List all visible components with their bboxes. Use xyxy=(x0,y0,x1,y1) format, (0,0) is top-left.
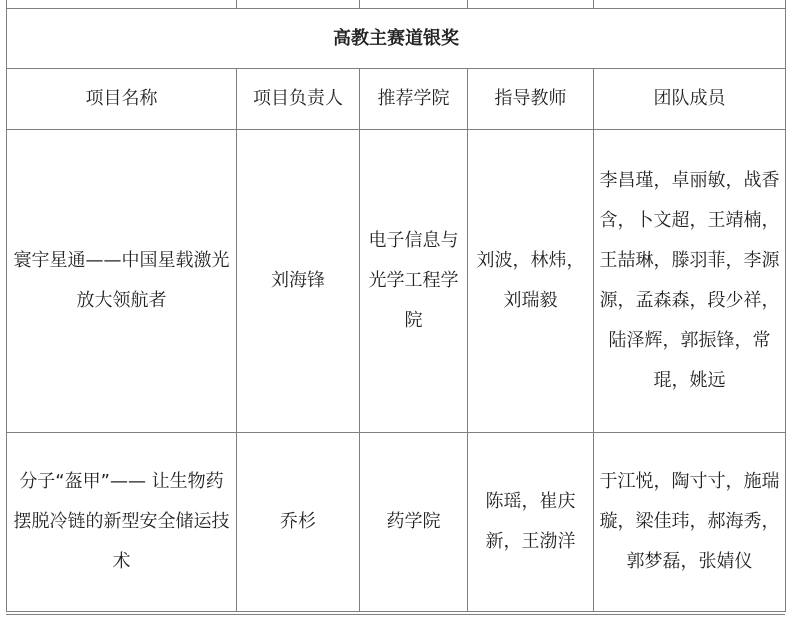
table-row xyxy=(7,130,786,433)
cell-advisors: 刘波，林炜，刘瑞毅 xyxy=(468,130,594,433)
cell-team-members: 于江悦，陶寸寸，施瑞璇，梁佳玮，郝海秀，郭梦磊，张婧仪 xyxy=(594,433,786,612)
header-advisors: 指导教师 xyxy=(468,69,594,130)
cell-project-leader: 乔杉 xyxy=(237,433,360,612)
table-bottom-border xyxy=(6,614,785,615)
award-table xyxy=(6,0,786,612)
table-row xyxy=(7,433,786,612)
cell-project-name: 分子“盔甲”—— 让生物药摆脱冷链的新型安全储运技术 xyxy=(7,433,237,612)
cell-advisors: 陈瑶，崔庆新，王渤洋 xyxy=(468,433,594,612)
sliver-cell xyxy=(360,0,468,9)
cell-team-members: 李昌瑾，卓丽敏，战香含，卜文超，王靖楠，王喆琳，滕羽菲，李源源，孟森森，段少祥，陆泽辉，郭振锋，常琨，姚远 xyxy=(594,130,786,433)
header-project-leader: 项目负责人 xyxy=(237,69,360,130)
table-top-sliver xyxy=(7,0,786,9)
header-team-members: 团队成员 xyxy=(594,69,786,130)
header-project-name: 项目名称 xyxy=(7,69,237,130)
cell-project-name: 寰宇星通——中国星载激光放大领航者 xyxy=(7,130,237,433)
cell-project-leader: 刘海锋 xyxy=(237,130,360,433)
table-header-row xyxy=(7,69,786,130)
sliver-cell xyxy=(468,0,594,9)
section-title-row xyxy=(7,9,786,69)
header-college: 推荐学院 xyxy=(360,69,468,130)
sliver-cell xyxy=(7,0,237,9)
sliver-cell xyxy=(237,0,360,9)
section-title: 高教主赛道银奖 xyxy=(7,9,786,69)
cell-college: 电子信息与光学工程学院 xyxy=(360,130,468,433)
sliver-cell xyxy=(594,0,786,9)
cell-college: 药学院 xyxy=(360,433,468,612)
